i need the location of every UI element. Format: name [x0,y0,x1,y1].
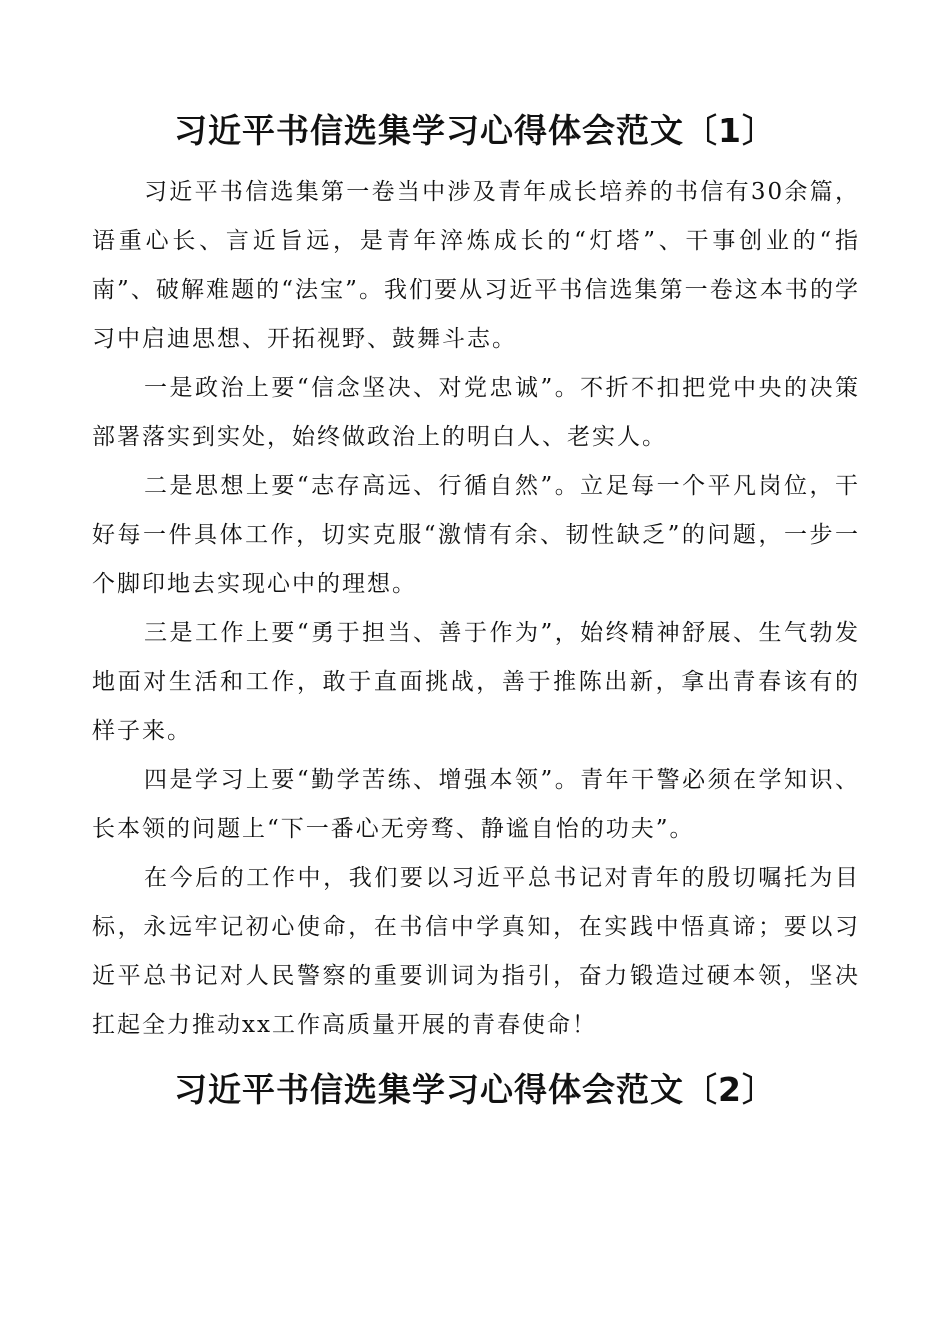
paragraph-point-1: 一是政治上要“信念坚决、对党忠诚”。不折不扣把党中央的决策部署落实到实处，始终做政治上的明白人、老实人。 [92,375,860,450]
section-title-1: 习近平书信选集学习心得体会范文〔1〕 [174,111,776,150]
section-body-1 [92,168,860,1050]
paragraph-intro: 习近平书信选集第一卷当中涉及青年成长培养的书信有30余篇，语重心长、言近旨远，是青年淬炼成长的“灯塔”、干事创业的“指南”、破解难题的“法宝”。我们要从习近平书信选集第一卷这本书的学习中启迪思想、开拓视野、鼓舞斗志。 [92,179,860,352]
paragraph-point-2: 二是思想上要“志存高远、行循自然”。立足每一个平凡岗位，干好每一件具体工作，切实克服“激情有余、韧性缺乏”的问题，一步一个脚印地去实现心中的理想。 [92,473,860,597]
paragraph-point-3: 三是工作上要“勇于担当、善于作为”，始终精神舒展、生气勃发地面对生活和工作，敢于直面挑战，善于推陈出新，拿出青春该有的样子来。 [92,620,860,744]
paragraph-point-4: 四是学习上要“勤学苦练、增强本领”。青年干警必须在学知识、长本领的问题上“下一番心无旁骛、静谧自怡的功夫”。 [92,767,860,842]
paragraph-conclusion: 在今后的工作中，我们要以习近平总书记对青年的殷切嘱托为目标，永远牢记初心使命，在书信中学真知，在实践中悟真谛；要以习近平总书记对人民警察的重要训词为指引，奋力锻造过硬本领，坚决扛起全力推动xx工作高质量开展的青春使命！ [92,865,860,1038]
section-title-2: 习近平书信选集学习心得体会范文〔2〕 [174,1070,776,1109]
